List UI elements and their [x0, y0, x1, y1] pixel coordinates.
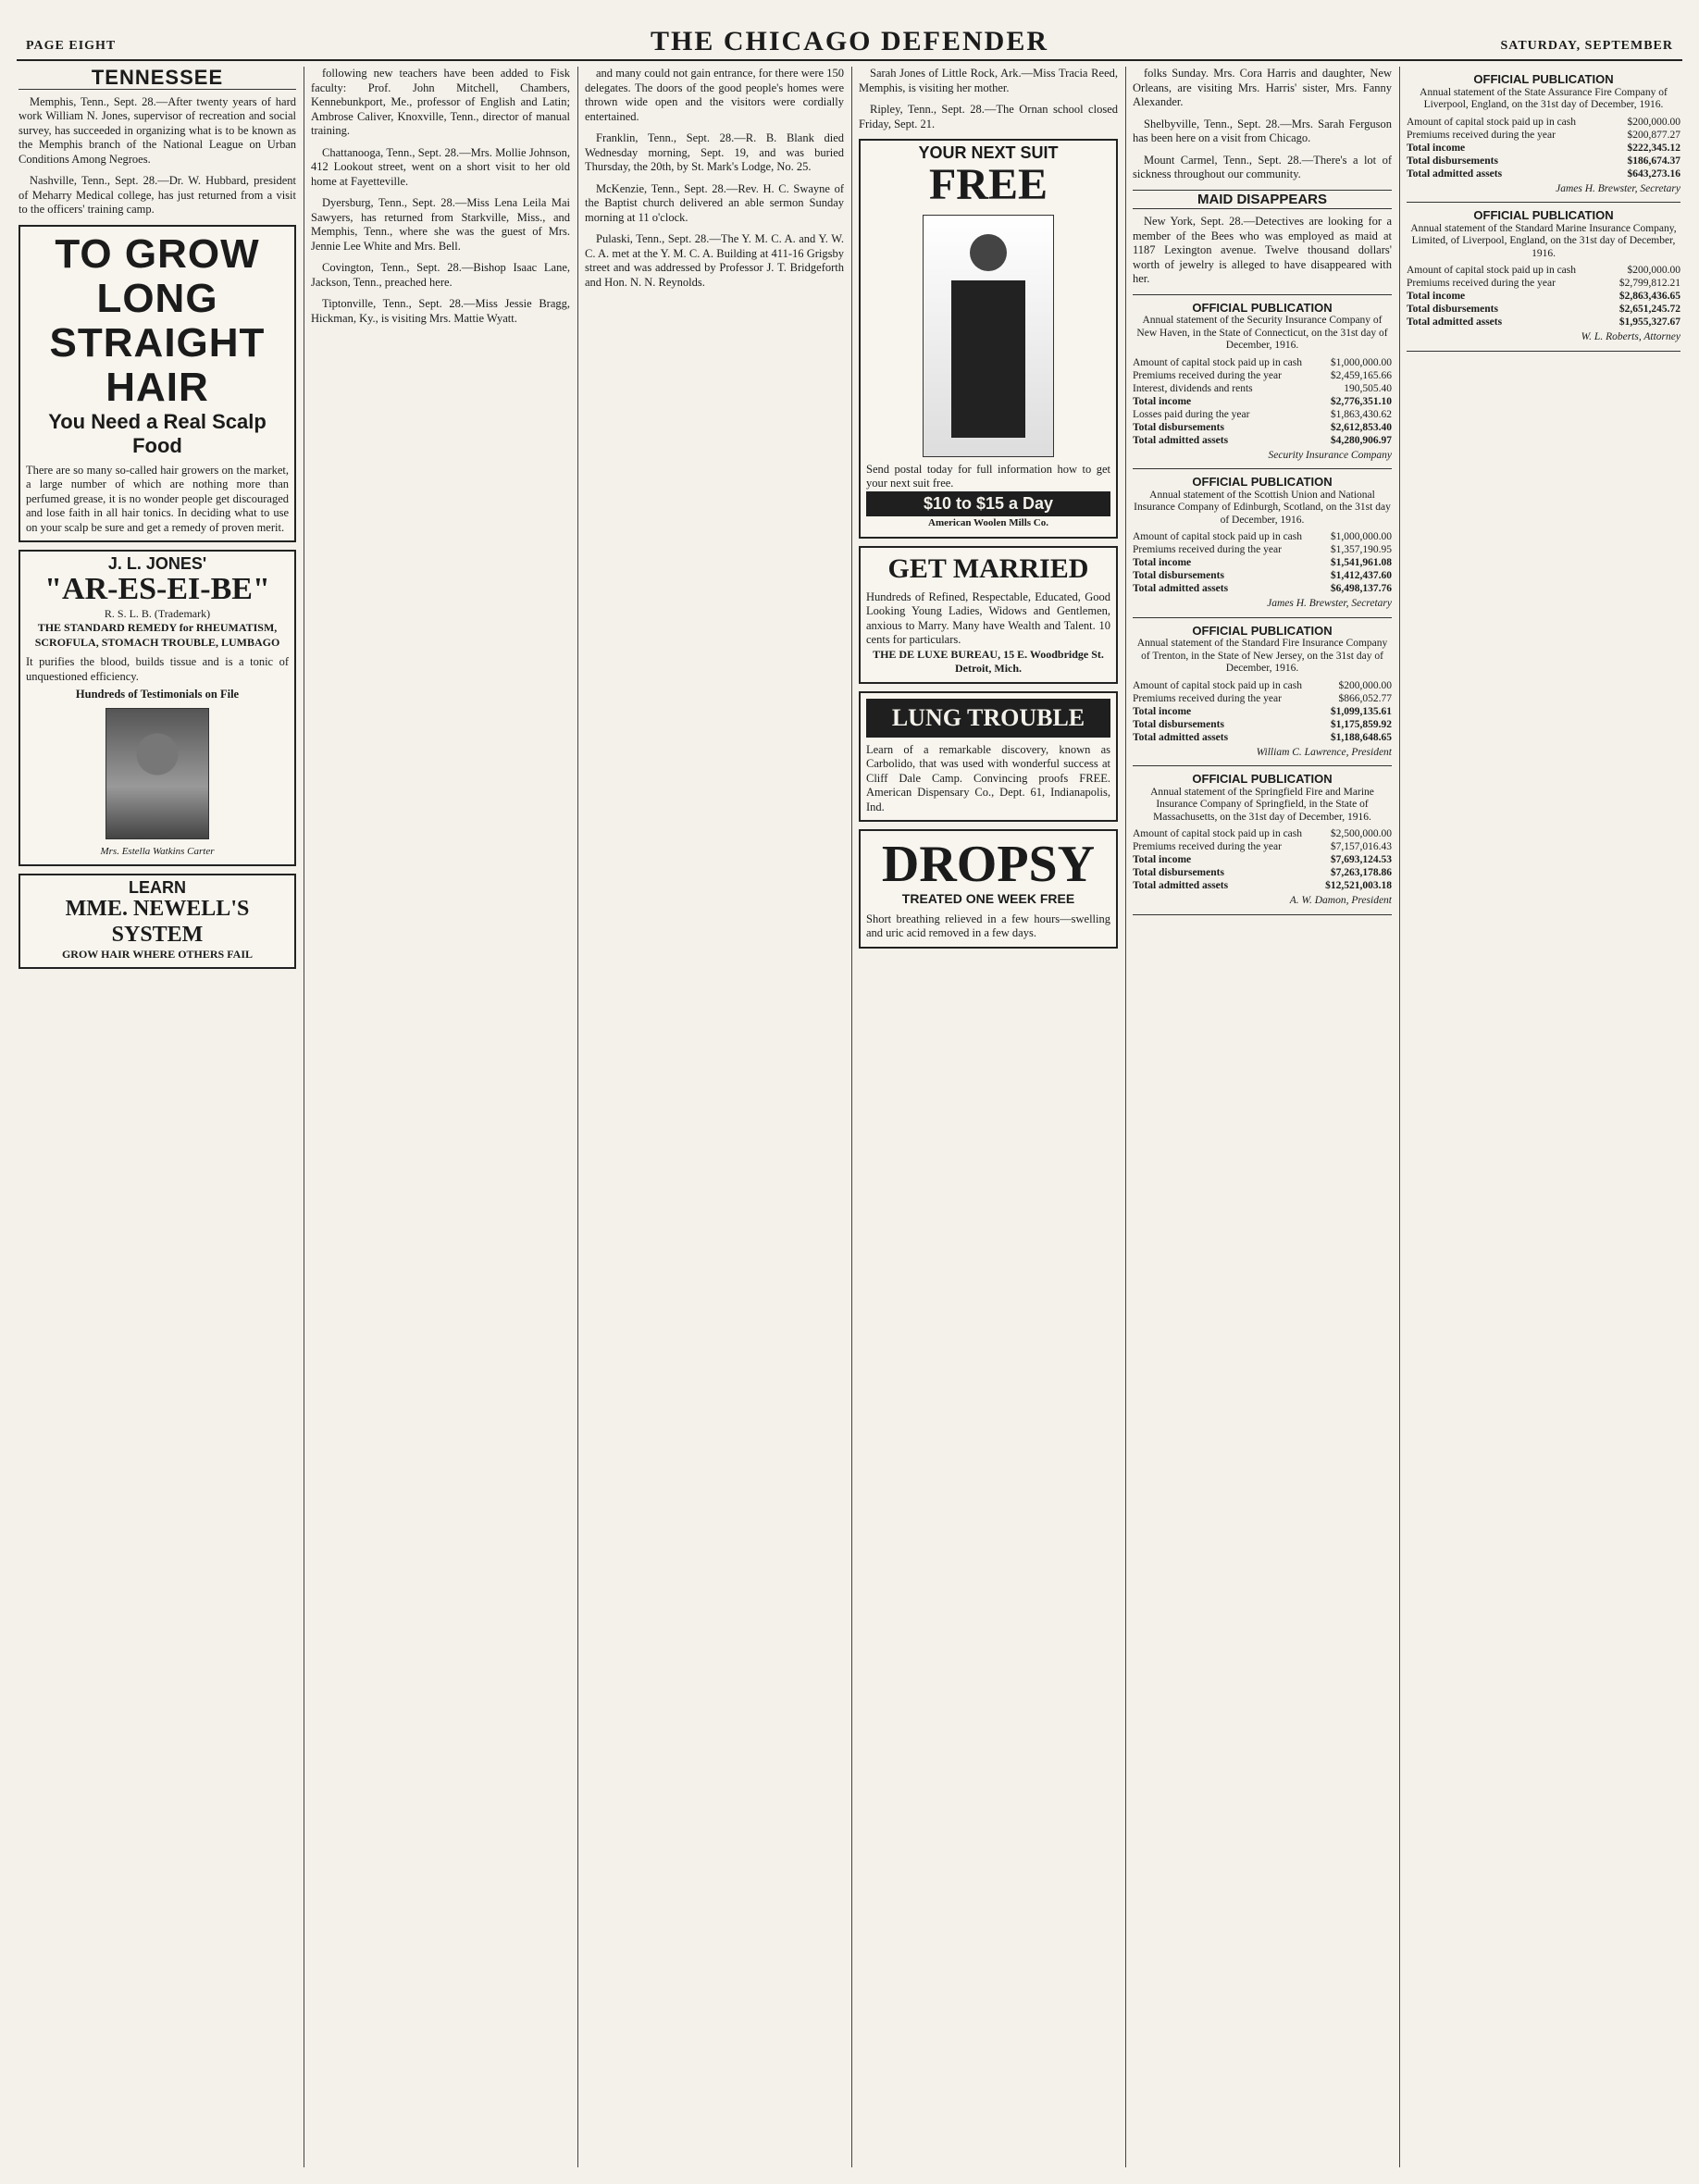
ledger-row [1407, 129, 1680, 142]
divider [1133, 468, 1392, 469]
ledger-table [1407, 264, 1680, 329]
ledger-row [1133, 408, 1392, 421]
ledger-amount: $4,280,906.97 [1330, 434, 1392, 446]
ledger-amount: $2,776,351.10 [1330, 395, 1392, 407]
ledger-amount: $7,693,124.53 [1330, 854, 1392, 865]
ledger-item: Premiums received during the year [1407, 129, 1556, 141]
ledger-amount: $200,000.00 [1338, 679, 1392, 691]
publication-intro: Annual statement of the Scottish Union and National Insurance Company of Edinburgh, Scotland, on the 31st day of December, 1916. [1134, 489, 1391, 526]
ledger-item: Amount of capital stock paid up in cash [1407, 116, 1577, 128]
news-story: Memphis, Tenn., Sept. 28.—After twenty years of hard work William N. Jones, supervisor of recreation and social survey, has succeeded in organizing what is to be known as the Memphis branch of the National League on Urban Conditions Among Negroes. [19, 94, 296, 166]
ad-body: Hundreds of Refined, Respectable, Educated, Good Looking Young Ladies, Widows and Gentlemen, anxious to Marry. Many have Wealth and Talent. 10 cents for particulars. [866, 589, 1110, 646]
ledger-amount: $1,863,430.62 [1330, 408, 1392, 420]
ad-headline: YOUR NEXT SUIT [918, 143, 1059, 162]
news-story: Shelbyville, Tenn., Sept. 28.—Mrs. Sarah Ferguson has been here on a visit from Chicago. [1133, 117, 1392, 144]
official-publication [1133, 624, 1392, 767]
column-rule [1125, 67, 1126, 2167]
ad-body: There are so many so-called hair growers on the market, a large number of which are nothing more than perfumed grease, it is no wonder people get discouraged and lose faith in all hair tonics. In deciding what to use on your scalp be sure and get a remedy of proven merit. [26, 463, 289, 534]
publication-signature: Security Insurance Company [1268, 449, 1392, 461]
news-story: Dyersburg, Tenn., Sept. 28.—Miss Lena Leila Mai Sawyers, has returned from Starkville, Miss., and Memphis, Tenn., where she was the guest of Mrs. Jennie Lee White and Mrs. Bell. [311, 196, 570, 253]
ledger-row [1133, 840, 1392, 853]
ledger-amount: $643,273.16 [1627, 168, 1680, 180]
news-story: Sarah Jones of Little Rock, Ark.—Miss Tracia Reed, Memphis, is visiting her mother. [859, 67, 1118, 94]
ledger-row [1133, 705, 1392, 718]
ledger-table [1407, 116, 1680, 180]
publication-heading: OFFICIAL PUBLICATION [1192, 623, 1333, 638]
ad-offer: $10 to $15 a Day [866, 491, 1110, 517]
page-label: PAGE EIGHT [26, 39, 117, 53]
publication-heading: OFFICIAL PUBLICATION [1473, 208, 1614, 222]
ledger-amount: $2,612,853.40 [1330, 421, 1392, 433]
ledger-item: Amount of capital stock paid up in cash [1133, 679, 1303, 691]
newell-system-ad [19, 874, 296, 969]
column-5 [1133, 67, 1392, 2167]
ledger-row [1133, 879, 1392, 892]
news-story: Tiptonville, Tenn., Sept. 28.—Miss Jessie Bragg, Hickman, Ky., is visiting Mrs. Mattie Wyatt. [311, 297, 570, 325]
divider [1407, 202, 1680, 203]
publication-intro: Annual statement of the Standard Fire Insurance Company of Trenton, in the State of New Jersey, on the 31st day of December, 1916. [1136, 638, 1388, 674]
official-publication [1407, 208, 1680, 352]
ad-headline: LUNG TROUBLE [866, 699, 1110, 738]
news-story: Ripley, Tenn., Sept. 28.—The Ornan school closed Friday, Sept. 21. [859, 103, 1118, 130]
ad-headline: FREE [928, 159, 1048, 209]
ad-company: American Woolen Mills Co. [928, 517, 1048, 528]
ledger-amount: $186,674.37 [1627, 155, 1680, 167]
ledger-item: Total disbursements [1133, 718, 1224, 730]
ledger-amount: $1,099,135.61 [1330, 705, 1392, 717]
get-married-ad [859, 546, 1118, 684]
official-publication [1133, 772, 1392, 915]
ledger-row [1133, 718, 1392, 731]
ledger-item: Total disbursements [1133, 570, 1224, 581]
ledger-item: Total income [1133, 854, 1192, 865]
section-heading: TENNESSEE [19, 70, 296, 90]
ad-line: SCROFULA, STOMACH TROUBLE, LUMBAGO [34, 635, 280, 649]
ledger-item: Amount of capital stock paid up in cash [1133, 531, 1303, 542]
ledger-item: Total admitted assets [1407, 168, 1503, 180]
free-suit-ad [859, 139, 1118, 539]
ad-tagline: GROW HAIR WHERE OTHERS FAIL [61, 947, 254, 961]
divider [1407, 351, 1680, 352]
ledger-amount: $1,955,327.67 [1618, 316, 1680, 328]
news-story: following new teachers have been added to Fisk faculty: Prof. John Mitchell, Chambers, Kennebunkport, Me., professor of English and Latin; Ambrose Caliver, Knoxville, Tenn., director of manual training. [311, 67, 570, 137]
ledger-amount: $2,459,165.66 [1330, 369, 1392, 381]
publication-intro: Annual statement of the Security Insurance Company of New Haven, in the State of Connecticut, on the 31st day of December, 1916. [1136, 315, 1388, 351]
column-1 [19, 67, 296, 2167]
portrait-caption: Mrs. Estella Watkins Carter [100, 845, 215, 857]
column-rule [577, 67, 578, 2167]
ledger-amount: $1,541,961.08 [1330, 557, 1392, 568]
ledger-item: Total admitted assets [1133, 583, 1229, 594]
ledger-row [1407, 168, 1680, 180]
publication-heading: OFFICIAL PUBLICATION [1473, 72, 1614, 86]
ledger-row [1133, 556, 1392, 569]
ledger-item: Premiums received during the year [1133, 544, 1282, 555]
divider [1133, 914, 1392, 915]
publication-signature: W. L. Roberts, Attorney [1581, 331, 1680, 342]
ad-body: Short breathing relieved in a few hours—swelling and uric acid removed in a few days. [866, 912, 1110, 939]
official-publication [1133, 475, 1392, 618]
ledger-row [1407, 116, 1680, 129]
publication-signature: A. W. Damon, President [1289, 895, 1392, 906]
news-story: folks Sunday. Mrs. Cora Harris and daughter, New Orleans, are visiting Mrs. Harris' sister, Mrs. Fanny Alexander. [1133, 67, 1392, 108]
ledger-table [1133, 827, 1392, 892]
ledger-amount: $1,000,000.00 [1330, 356, 1392, 368]
news-story: McKenzie, Tenn., Sept. 28.—Rev. H. C. Swayne of the Baptist church delivered an able sermon Sunday morning at 11 o'clock. [585, 181, 844, 224]
column-3 [585, 67, 844, 2167]
ledger-amount: $6,498,137.76 [1330, 583, 1392, 594]
ledger-row [1133, 692, 1392, 705]
ledger-row [1407, 264, 1680, 277]
official-publications [1407, 72, 1680, 352]
ad-testimonials: Hundreds of Testimonials on File [75, 688, 240, 701]
ad-body: It purifies the blood, builds tissue and is a tonic of unquestioned efficiency. [26, 655, 289, 683]
ad-headline: DROPSY [881, 836, 1096, 893]
ledger-item: Premiums received during the year [1133, 841, 1282, 852]
ad-headline: MME. NEWELL'S SYSTEM [65, 896, 250, 947]
ad-subheadline: TREATED ONE WEEK FREE [901, 891, 1075, 906]
ledger-row [1133, 356, 1392, 369]
ledger-item: Amount of capital stock paid up in cash [1133, 356, 1303, 368]
ledger-item: Premiums received during the year [1407, 278, 1556, 289]
ledger-row [1407, 290, 1680, 303]
ledger-item: Total income [1407, 142, 1466, 154]
ledger-item: Losses paid during the year [1133, 408, 1250, 420]
ledger-row [1133, 543, 1392, 556]
ad-body: Learn of a remarkable discovery, known as Carbolido, that was used with wonderful success at Cliff Dale Camp. Convincing proofs FREE. American Dispensary Co., Dept. 61, Indianapolis, Ind. [866, 742, 1110, 813]
jones-remedy-ad [19, 550, 296, 866]
publication-intro: Annual statement of the State Assurance Fire Company of Liverpool, England, on the 31st day of December, 1916. [1420, 86, 1668, 110]
ledger-row [1407, 142, 1680, 155]
ledger-item: Total income [1133, 557, 1192, 568]
ledger-row [1133, 369, 1392, 382]
ledger-row [1133, 827, 1392, 840]
ledger-item: Total admitted assets [1407, 316, 1503, 328]
news-story: and many could not gain entrance, for there were 150 delegates. The doors of the good people's homes were thrown wide open and the visitors were cordially entertained. [585, 67, 844, 123]
divider [1133, 765, 1392, 766]
ledger-item: Amount of capital stock paid up in cash [1133, 828, 1303, 839]
ledger-amount: $12,521,003.18 [1325, 880, 1392, 891]
ledger-item: Total admitted assets [1133, 434, 1229, 446]
ledger-row [1133, 866, 1392, 879]
ledger-amount: $2,863,436.65 [1618, 291, 1680, 302]
ad-headline: TO GROW LONG [55, 230, 260, 321]
ledger-item: Total admitted assets [1133, 731, 1229, 743]
ledger-item: Total disbursements [1407, 304, 1498, 315]
column-4 [859, 67, 1118, 2167]
ledger-amount: $7,263,178.86 [1330, 867, 1392, 878]
ad-trademark: R. S. L. B. (Trademark) [104, 606, 211, 620]
ad-headline: STRAIGHT HAIR [49, 319, 266, 410]
publication-signature: James H. Brewster, Secretary [1267, 598, 1392, 609]
ledger-item: Total income [1133, 395, 1192, 407]
ledger-row [1133, 853, 1392, 866]
ledger-item: Interest, dividends and rents [1133, 382, 1253, 394]
publication-heading: OFFICIAL PUBLICATION [1192, 475, 1333, 489]
ledger-item: Total disbursements [1133, 867, 1224, 878]
official-publication [1133, 301, 1392, 470]
ledger-item: Total disbursements [1133, 421, 1224, 433]
official-publications [1133, 301, 1392, 915]
publication-signature: William C. Lawrence, President [1256, 746, 1392, 758]
ledger-amount: $200,000.00 [1627, 116, 1680, 128]
divider [1133, 617, 1392, 618]
ledger-row [1133, 569, 1392, 582]
ad-subheadline: You Need a Real Scalp Food [48, 409, 267, 457]
publication-heading: OFFICIAL PUBLICATION [1192, 772, 1333, 786]
ad-body: Send postal today for full information how to get your next suit free. [866, 462, 1110, 490]
ledger-amount: $7,157,016.43 [1330, 841, 1392, 852]
column-rule [851, 67, 852, 2167]
news-story: Franklin, Tenn., Sept. 28.—R. B. Blank died Wednesday morning, Sept. 19, and was buried Thursday, the 20th, by St. Mark's Lodge, No. 25. [585, 131, 844, 173]
ledger-row [1133, 582, 1392, 595]
ledger-row [1133, 395, 1392, 408]
divider [1133, 294, 1392, 295]
ledger-amount: $1,188,648.65 [1330, 731, 1392, 743]
ledger-amount: $1,412,437.60 [1330, 570, 1392, 581]
column-rule [1399, 67, 1400, 2167]
dropsy-ad [859, 829, 1118, 949]
ledger-table [1133, 530, 1392, 595]
hair-grower-ad [19, 225, 296, 543]
ad-label: LEARN [129, 878, 186, 897]
ledger-row [1133, 434, 1392, 447]
ledger-amount: $2,500,000.00 [1330, 828, 1392, 839]
portrait-image [105, 708, 209, 839]
ledger-amount: 190,505.40 [1344, 382, 1392, 394]
ledger-amount: $200,000.00 [1627, 265, 1680, 276]
ledger-row [1133, 731, 1392, 744]
ledger-item: Total admitted assets [1133, 880, 1229, 891]
ledger-row [1133, 421, 1392, 434]
ledger-row [1407, 155, 1680, 168]
ledger-amount: $1,357,190.95 [1330, 544, 1392, 555]
ledger-row [1407, 316, 1680, 329]
ledger-row [1133, 530, 1392, 543]
ad-product: "AR-ES-EI-BE" [44, 571, 270, 606]
ledger-item: Total income [1407, 291, 1466, 302]
ledger-amount: $1,175,859.92 [1330, 718, 1392, 730]
ledger-item: Total disbursements [1407, 155, 1498, 167]
ledger-amount: $866,052.77 [1338, 692, 1392, 704]
news-story: New York, Sept. 28.—Detectives are looking for a member of the Bees who was employed as maid at 1187 Lexington avenue. Twelve thousand dollars' worth of jewelry is alleged to have disappeared with her. [1133, 215, 1392, 285]
ledger-item: Premiums received during the year [1133, 369, 1282, 381]
ledger-table [1133, 679, 1392, 744]
publication-intro: Annual statement of the Springfield Fire and Marine Insurance Company of Springfield, in the State of Massachusetts, on the 31st day of December, 1916. [1150, 786, 1374, 823]
lung-trouble-ad [859, 691, 1118, 823]
ledger-row [1133, 382, 1392, 395]
ledger-item: Total income [1133, 705, 1192, 717]
publication-heading: OFFICIAL PUBLICATION [1192, 300, 1333, 315]
ledger-row [1407, 277, 1680, 290]
news-story: Chattanooga, Tenn., Sept. 28.—Mrs. Mollie Johnson, 412 Lookout street, went on a short visit to her old home at Fayetteville. [311, 145, 570, 188]
news-story: Covington, Tenn., Sept. 28.—Bishop Isaac Lane, Jackson, Tenn., preached here. [311, 261, 570, 289]
page-date: SATURDAY, SEPTEMBER [1500, 39, 1673, 53]
ledger-row [1407, 303, 1680, 316]
ledger-amount: $200,877.27 [1627, 129, 1680, 141]
ledger-amount: $2,651,245.72 [1618, 304, 1680, 315]
news-story: Pulaski, Tenn., Sept. 28.—The Y. M. C. A. and Y. W. C. A. met at the Y. M. C. A. Building at 411-16 Grigsby street and was addressed by Professor J. T. Bridgeforth and Hon. N. N. Reynolds. [585, 232, 844, 289]
ledger-row [1133, 679, 1392, 692]
ledger-amount: $222,345.12 [1627, 142, 1680, 154]
ledger-item: Amount of capital stock paid up in cash [1407, 265, 1577, 276]
newspaper-title: THE CHICAGO DEFENDER [650, 26, 1049, 56]
column-6 [1407, 67, 1680, 2167]
ad-headline: GET MARRIED [887, 552, 1089, 584]
official-publication [1407, 72, 1680, 203]
ledger-table [1133, 356, 1392, 447]
publication-signature: James H. Brewster, Secretary [1556, 182, 1680, 194]
story-headline: MAID DISAPPEARS [1133, 190, 1392, 210]
news-story: Nashville, Tenn., Sept. 28.—Dr. W. Hubbard, president of Meharry Medical college, has just returned from a visit to the officers' training camp. [19, 174, 296, 216]
ledger-amount: $2,799,812.21 [1618, 278, 1680, 289]
ledger-amount: $1,000,000.00 [1330, 531, 1392, 542]
ad-line: THE STANDARD REMEDY for RHEUMATISM, [37, 621, 278, 634]
masthead [17, 19, 1682, 61]
news-story: Mount Carmel, Tenn., Sept. 28.—There's a lot of sickness throughout our community. [1133, 153, 1392, 180]
man-in-suit-illustration [923, 215, 1054, 457]
ledger-item: Premiums received during the year [1133, 692, 1282, 704]
ad-brand: J. L. JONES' [107, 554, 207, 573]
publication-intro: Annual statement of the Standard Marine Insurance Company, Limited, of Liverpool, England, on the 31st day of December, 1916. [1410, 222, 1677, 259]
ad-address: THE DE LUXE BUREAU, 15 E. Woodbridge St. Detroit, Mich. [873, 647, 1104, 675]
column-2 [311, 67, 570, 2167]
